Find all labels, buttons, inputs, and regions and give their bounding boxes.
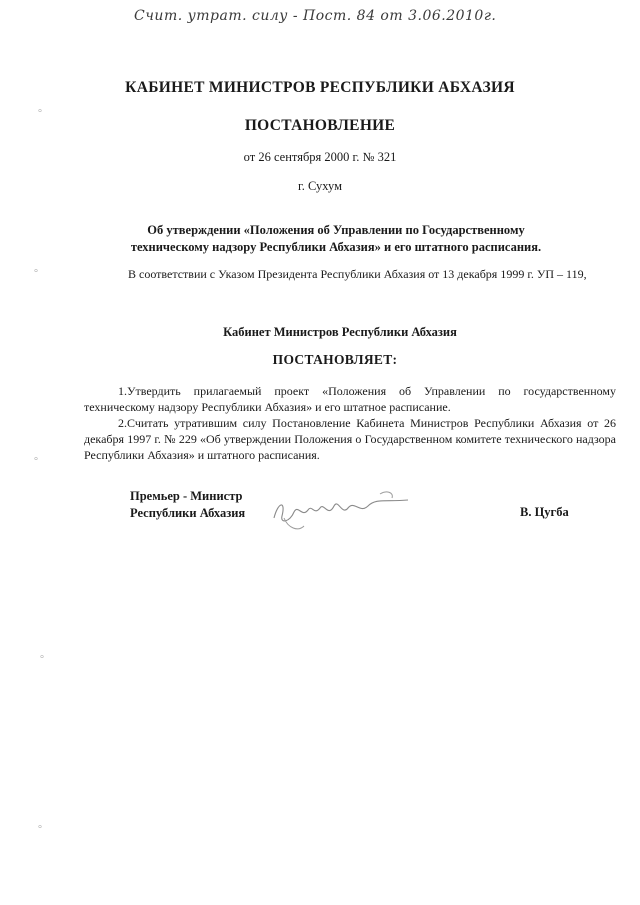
scan-artifact: ° — [34, 456, 38, 467]
signatory-position-line-2: Республики Абхазия — [130, 506, 246, 520]
handwritten-signature — [268, 488, 418, 534]
decree-verb: ПОСТАНОВЛЯЕТ: — [272, 352, 398, 367]
decree-item-2: 2.Считать утратившим силу Постановление Кабинета Министров Республики Абхазия от 26 декабря 1997 г. № 229 «Об утверждении Положения о Государственном комитете технического надзора Республики Абхазия» и штатного расписания. — [84, 416, 616, 462]
scan-artifact: ° — [40, 654, 44, 665]
signatory-name: В. Цугба — [520, 505, 569, 519]
decree-item-1: 1.Утвердить прилагаемый проект «Положения об Управлении по государственному техническому надзору Республики Абхазия» и его штатное расписание. — [84, 384, 616, 414]
issuing-authority: КАБИНЕТ МИНИСТРОВ РЕСПУБЛИКИ АБХАЗИЯ — [125, 79, 515, 96]
legal-basis-paragraph: В соответствии с Указом Президента Республики Абхазия от 13 декабря 1999 г. УП – 119, — [128, 267, 587, 281]
handwritten-annotation: Счит. утрат. силу - Пост. 84 от 3.06.2010г. — [134, 8, 497, 24]
scan-artifact: ° — [38, 108, 42, 119]
scan-artifact: ° — [38, 824, 42, 835]
scan-artifact: ° — [34, 268, 38, 279]
date-and-number: от 26 сентября 2000 г. № 321 — [243, 150, 397, 164]
signatory-position — [130, 488, 245, 522]
document-type: ПОСТАНОВЛЕНИЕ — [244, 117, 396, 134]
city: г. Сухум — [297, 179, 342, 193]
document-subject: Об утверждении «Положения об Управлении по Государственному техническому надзору Республики Абхазия» и его штатного расписания. — [130, 223, 542, 254]
decree-issuer: Кабинет Министров Республики Абхазия — [223, 325, 457, 339]
signatory-position-line-1: Премьер - Министр — [130, 489, 243, 503]
